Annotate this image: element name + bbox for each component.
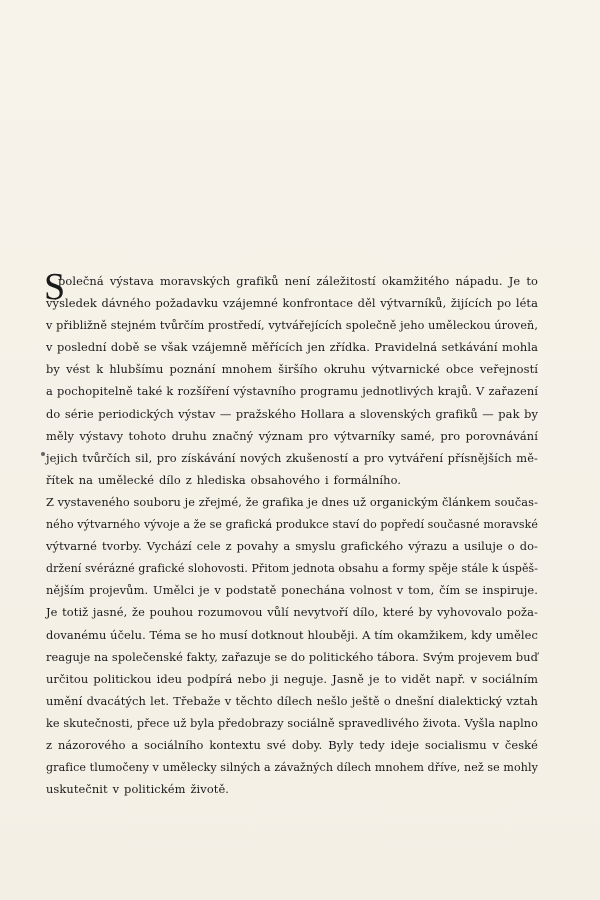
text-line: reaguje na společenské fakty, zařazuje se do politického tábora. Svým projevem buď [46, 649, 538, 664]
drop-cap: S [44, 266, 66, 308]
text-line: do série periodických výstav — pražského Hollara a slovenských grafiků — pak by [46, 406, 538, 421]
text-line: měly výstavy tohoto druhu značný význam pro výtvarníky samé, pro porovnávání [46, 428, 538, 443]
text-line: by vést k hlubšímu poznání mnohem širšího okruhu výtvarnické obce veřejností [46, 362, 538, 377]
paragraph-2 [46, 491, 538, 800]
body-text [44, 266, 538, 800]
text-line: a pochopitelně také k rozšíření výstavního programu jednotlivých krajů. V zařazení [46, 384, 538, 399]
text-line: v přibližně stejném tvůrčím prostředí, vytvářejících společně jeho uměleckou úroveň, [46, 318, 538, 333]
text-line: výtvarné tvorby. Vychází cele z povahy a smyslu grafického výrazu a usiluje o do- [46, 539, 538, 554]
text-line: v poslední době se však vzájemně měřících jen zřídka. Pravidelná setkávání mohla [46, 340, 538, 355]
text-line: polečná výstava moravských grafiků není záležitostí okamžitého nápadu. Je to [58, 274, 538, 288]
text-line: dovanému účelu. Téma se ho musí dotknout hlouběji. A tím okamžikem, kdy umělec [46, 627, 538, 642]
text-line: určitou politickou ideu podpírá nebo ji neguje. Jasně je to vidět např. v sociálním [46, 671, 538, 686]
stray-ink-mark [41, 452, 45, 456]
text-line: ke skutečnosti, přece už byla předobrazy sociálně spravedlivého života. Vyšla naplno [46, 715, 538, 730]
text-line: nějším projevům. Umělci je v podstatě ponechána volnost v tom, čím se inspiruje. [46, 583, 538, 598]
text-line: řítek na umělecké dílo z hlediska obsahového i formálního. [46, 472, 402, 487]
text-line: umění dvacátých let. Třebaže v těchto dílech nešlo ještě o dnešní dialektický vztah [46, 693, 538, 708]
text-line: ného výtvarného vývoje a že se grafická produkce staví do popředí současné moravské [46, 517, 538, 532]
text-line: uskutečnit v politickém životě. [46, 782, 230, 797]
text-line: grafice tlumočeny v umělecky silných a závažných dílech mnohem dříve, než se mohly [46, 760, 538, 775]
text-line: Z vystaveného souboru je zřejmé, že grafika je dnes už organickým článkem součas- [46, 494, 538, 509]
text-line: jejich tvůrčích sil, pro získávání nových zkušeností a pro vytváření přísnějších mě- [46, 450, 538, 465]
text-line: držení svérázné grafické slohovosti. Přitom jednota obsahu a formy spěje stále k úspěš- [46, 561, 538, 576]
text-line: Je totiž jasné, že pouhou rozumovou vůlí nevytvoří dílo, které by vyhovovalo poža- [46, 605, 538, 620]
text-line: z názorového a sociálního kontextu své doby. Byly tedy ideje socialismu v české [46, 737, 538, 752]
paragraph-1 [46, 270, 538, 491]
text-line: výsledek dávného požadavku vzájemné konfrontace děl výtvarníků, žijících po léta [46, 296, 538, 311]
